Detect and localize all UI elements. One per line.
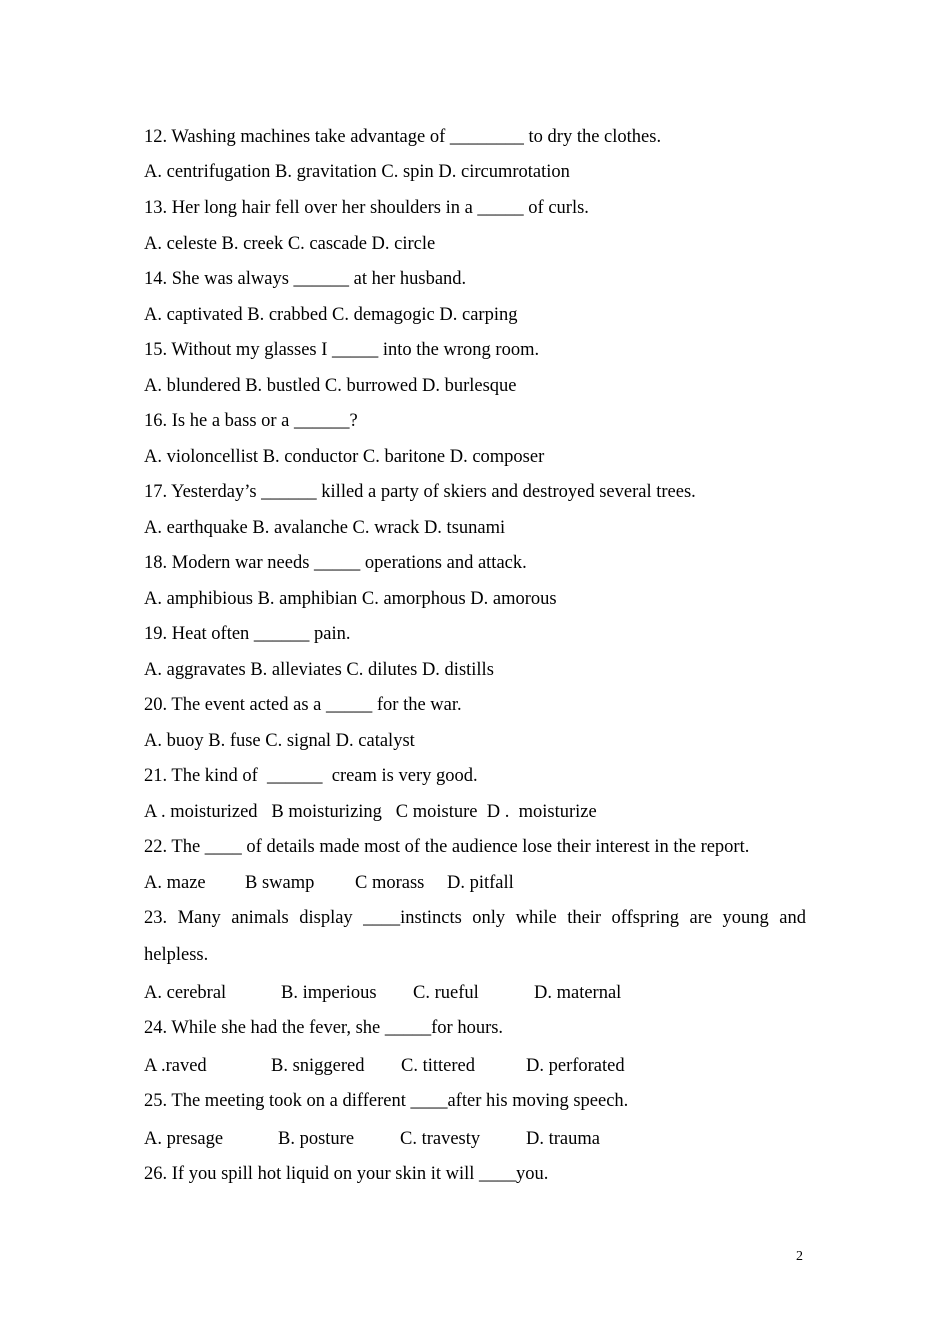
question-19: 19. Heat often ______ pain. [144,624,351,644]
question-24-option-a: A .raved [144,1056,207,1076]
question-24-option-c: C. tittered [401,1056,475,1076]
question-23-option-b: B. imperious [281,983,377,1003]
question-16: 16. Is he a bass or a ______? [144,411,358,431]
question-16-options: A. violoncellist B. conductor C. baritone D. composer [144,447,545,467]
question-19-options: A. aggravates B. alleviates C. dilutes D. distills [144,660,494,680]
question-14-options: A. captivated B. crabbed C. demagogic D. carping [144,305,518,325]
question-21-options: A . moisturized B moisturizing C moisture D . moisturize [144,802,597,822]
question-18-options: A. amphibious B. amphibian C. amorphous D. amorous [144,589,557,609]
question-15: 15. Without my glasses I _____ into the wrong room. [144,340,540,360]
question-22-option-c: C morass [355,873,425,893]
question-24: 24. While she had the fever, she _____for hours. [144,1018,504,1038]
question-12-options: A. centrifugation B. gravitation C. spin D. circumrotation [144,162,570,182]
question-17-options: A. earthquake B. avalanche C. wrack D. tsunami [144,518,506,538]
question-24-option-d: D. perforated [526,1056,625,1076]
question-23-line-2: helpless. [144,945,209,965]
question-24-option-b: B. sniggered [271,1056,365,1076]
question-15-options: A. blundered B. bustled C. burrowed D. burlesque [144,376,517,396]
question-22-option-a: A. maze [144,873,206,893]
question-25-option-c: C. travesty [400,1129,481,1149]
page-number: 2 [796,1249,803,1264]
question-25: 25. The meeting took on a different ____after his moving speech. [144,1091,629,1111]
question-23-line-1: 23. Many animals display ____instincts only while their offspring are young and [144,908,806,928]
question-23-option-d: D. maternal [534,983,622,1003]
question-26: 26. If you spill hot liquid on your skin it will ____you. [144,1164,549,1184]
question-23-option-c: C. rueful [413,983,479,1003]
question-13-options: A. celeste B. creek C. cascade D. circle [144,234,436,254]
question-23-option-a: A. cerebral [144,983,227,1003]
question-25-option-d: D. trauma [526,1129,600,1149]
question-13: 13. Her long hair fell over her shoulders in a _____ of curls. [144,198,589,218]
question-25-option-a: A. presage [144,1129,224,1149]
question-12: 12. Washing machines take advantage of ________ to dry the clothes. [144,127,662,147]
question-22-option-b: B swamp [245,873,315,893]
question-21: 21. The kind of ______ cream is very good. [144,766,478,786]
question-14: 14. She was always ______ at her husband. [144,269,467,289]
question-22: 22. The ____ of details made most of the audience lose their interest in the report. [144,837,750,857]
question-25-option-b: B. posture [278,1129,355,1149]
question-20-options: A. buoy B. fuse C. signal D. catalyst [144,731,415,751]
question-17: 17. Yesterday’s ______ killed a party of skiers and destroyed several trees. [144,482,696,502]
question-18: 18. Modern war needs _____ operations and attack. [144,553,527,573]
question-22-option-d: D. pitfall [447,873,514,893]
question-20: 20. The event acted as a _____ for the war. [144,695,462,715]
